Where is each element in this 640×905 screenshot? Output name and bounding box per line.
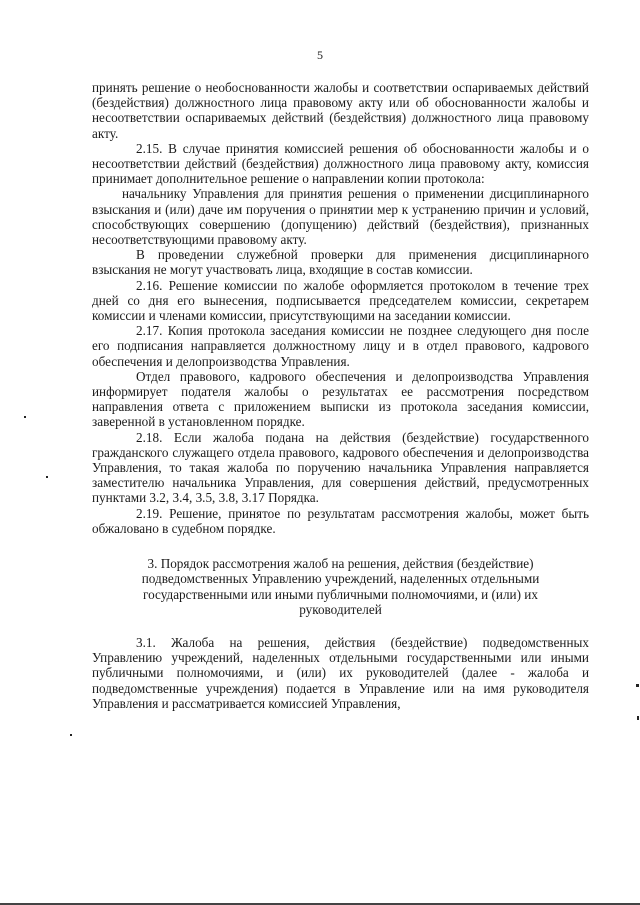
paragraph-department-informs: Отдел правового, кадрового обеспечения и делопроизводства Управления информирует подателя жалобы о результатах ее рассмотрения посредством направления ответа с приложением выписки из протокола заседания комиссии, заверенной в установленном порядке. [92, 368, 589, 430]
section-3-heading: 3. Порядок рассмотрения жалоб на решения, действия (бездействие) подведомственных Управлению учреждений, наделенных отдельными государственными или иными публичными полномочиями, и (или) их руководителей [141, 556, 540, 617]
paragraph-2-19: 2.19. Решение, принятое по результатам рассмотрения жалобы, может быть обжаловано в судебном порядке. [92, 505, 589, 536]
scan-mark [637, 716, 639, 720]
scan-mark [636, 684, 639, 687]
paragraph-2-16: 2.16. Решение комиссии по жалобе оформляется протоколом в течение трех дней со дня его вынесения, подписывается председателем комиссии, секретарем комиссии и членами комиссии, присутствующими на заседании комиссии. [92, 277, 589, 324]
scan-mark [70, 734, 72, 736]
page-number: 5 [317, 48, 323, 62]
scan-mark [24, 416, 26, 418]
paragraph-continuation: принять решение о необоснованности жалобы и соответствии оспариваемых действий (бездействия) должностного лица правовому акту или об обоснованности жалобы и несоответствии оспариваемых действий (бездействия) должностного лица правовому акту. [92, 80, 589, 141]
paragraph-head-of-department: начальнику Управления для принятия решения о применении дисциплинарного взыскания и (или) даче им поручения о принятии мер к устранению причин и условий, способствующих совершению (допущению) действий (бездействия), признанных несоответствующими правовому акту. [92, 186, 589, 248]
paragraph-3-1: 3.1. Жалоба на решения, действия (бездействие) подведомственных Управлению учреждений, наделенных отдельными государственными или иными публичными полномочиями, и (или) их руководителей (далее - жалоба и подведомственные учреждения) подается в Управление или на имя руководителя Управления и рассматривается комиссией Управления, [92, 634, 589, 711]
scan-mark [46, 476, 48, 478]
document-body [92, 80, 589, 711]
paragraph-2-17: 2.17. Копия протокола заседания комиссии не позднее следующего дня после его подписания направляется должностному лицу и в отдел правового, кадрового обеспечения и делопроизводства Управления. [92, 323, 589, 369]
paragraph-2-15: 2.15. В случае принятия комиссией решения об обоснованности жалобы и о несоответствии действий (бездействия) должностного лица правовому акту, комиссия принимает дополнительное решение о направлении копии протокола: [92, 140, 589, 187]
paragraph-2-18: 2.18. Если жалоба подана на действия (бездействие) государственного гражданского служащего отдела правового, кадрового обеспечения и делопроизводства Управления, то такая жалоба по поручению начальника Управления направляется заместителю начальника Управления, для совершения действий, предусмотренных пунктами 3.2, 3.4, 3.5, 3.8, 3.17 Порядка. [92, 429, 589, 506]
paragraph-service-check: В проведении служебной проверки для применения дисциплинарного взыскания не могут участвовать лица, входящие в состав комиссии. [92, 247, 589, 278]
